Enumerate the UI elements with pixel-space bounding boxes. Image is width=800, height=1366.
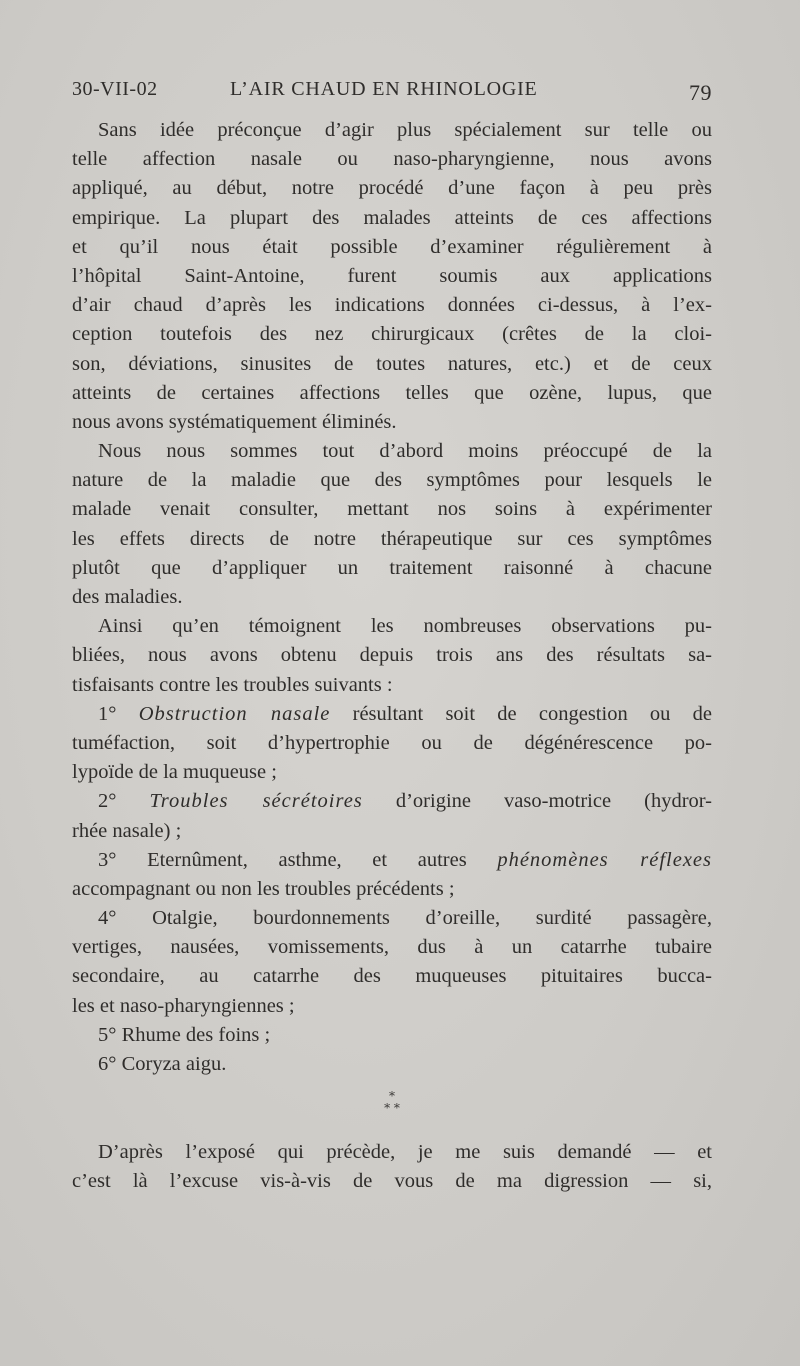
text-line: l’hôpital Saint-Antoine, furent soumis aux applications: [72, 264, 712, 287]
item-text: résultant soit de congestion ou de: [352, 702, 712, 725]
text-line: empirique. La plupart des malades atteints de ces affections: [72, 206, 712, 229]
text-line: telle affection nasale ou naso-pharyngienne, nous avons: [72, 148, 712, 171]
text-line: atteints de certaines affections telles que ozène, lupus, que: [72, 381, 712, 404]
folio-date: 30-VII-02: [72, 78, 158, 100]
list-item-6: 6° Coryza aigu.: [98, 1053, 227, 1075]
text-line: Nous nous sommes tout d’abord moins préoccupé de la: [98, 440, 712, 463]
text-line: bliées, nous avons obtenu depuis trois ans des résultats sa-: [72, 644, 712, 667]
item-text: d’origine vaso-motrice (hydror-: [395, 790, 713, 813]
list-item-4: [72, 904, 712, 1021]
text-line: tuméfaction, soit d’hypertrophie ou de dégénérescence po-: [72, 731, 712, 754]
text-line: 4° Otalgie, bourdonnements d’oreille, surdité passagère,: [98, 907, 712, 930]
text-line: son, déviations, sinusites de toutes natures, etc.) et de ceux: [72, 352, 712, 375]
page-header: [72, 78, 712, 108]
text-line: [72, 787, 712, 816]
text-line: [72, 846, 712, 875]
list-item-5: 5° Rhume des foins ;: [98, 1023, 271, 1046]
text-line: D’après l’exposé qui précède, je me suis demandé — et: [98, 1141, 712, 1163]
list-item-3: [72, 846, 712, 904]
text-line: secondaire, au catarrhe des muqueuses pituitaires bucca-: [72, 965, 712, 988]
closing-paragraph: [72, 1138, 712, 1196]
emphasis-text: Troubles sécrétoires: [149, 790, 363, 813]
page-number: 79: [689, 80, 712, 105]
text-line: nature de la maladie que des symptômes pour lesquels le: [72, 469, 712, 492]
item-text: Eternûment, asthme, et autres: [147, 848, 467, 871]
asterism-bottom: * *: [384, 1101, 400, 1115]
text-line: c’est là l’excuse vis-à-vis de vous de ma digression — si,: [72, 1170, 712, 1193]
paragraph-3: [72, 612, 712, 700]
text-line: les effets directs de notre thérapeutique sur ces symptômes: [72, 527, 712, 550]
text-line: plutôt que d’appliquer un traitement raisonné à chacune: [72, 556, 712, 579]
list-item-2: [72, 787, 712, 845]
text-line: des maladies.: [72, 586, 183, 608]
paragraph-2: [72, 437, 712, 612]
paragraph-1: [72, 116, 712, 437]
text-line: lypoïde de la muqueuse ;: [72, 761, 277, 784]
text-line: accompagnant ou non les troubles précédents ;: [72, 877, 455, 900]
text-line: les et naso-pharyngiennes ;: [72, 994, 295, 1017]
item-number: 2°: [98, 790, 117, 813]
text-line: Ainsi qu’en témoignent les nombreuses observations pu-: [98, 615, 712, 638]
list-item-1: [72, 700, 712, 788]
item-number: 1°: [98, 702, 117, 725]
text-line: d’air chaud d’après les indications données ci-dessus, à l’ex-: [72, 294, 712, 317]
text-line: rhée nasale) ;: [72, 819, 182, 842]
text-line: nous avons systématiquement éliminés.: [72, 410, 397, 433]
text-line: appliqué, au début, notre procédé d’une façon à peu près: [72, 177, 712, 200]
text-line: malade venait consulter, mettant nos soins à expérimenter: [72, 498, 712, 521]
body-text: [72, 116, 712, 1079]
running-title: L’AIR CHAUD EN RHINOLOGIE: [230, 78, 538, 100]
asterism-top: *: [389, 1089, 395, 1103]
text-line: [72, 700, 712, 729]
text-line: Sans idée préconçue d’agir plus spécialement sur telle ou: [98, 119, 712, 141]
text-line: ception toutefois des nez chirurgicaux (crêtes de la cloi-: [72, 323, 712, 346]
text-line: et qu’il nous était possible d’examiner régulièrement à: [72, 235, 712, 258]
text-line: vertiges, nausées, vomissements, dus à un catarrhe tubaire: [72, 936, 712, 959]
section-break-asterism: [372, 1090, 412, 1114]
item-number: 3°: [98, 848, 117, 871]
emphasis-text: Obstruction nasale: [138, 702, 331, 725]
emphasis-text: phénomènes réflexes: [497, 848, 713, 871]
text-line: tisfaisants contre les troubles suivants :: [72, 673, 393, 696]
